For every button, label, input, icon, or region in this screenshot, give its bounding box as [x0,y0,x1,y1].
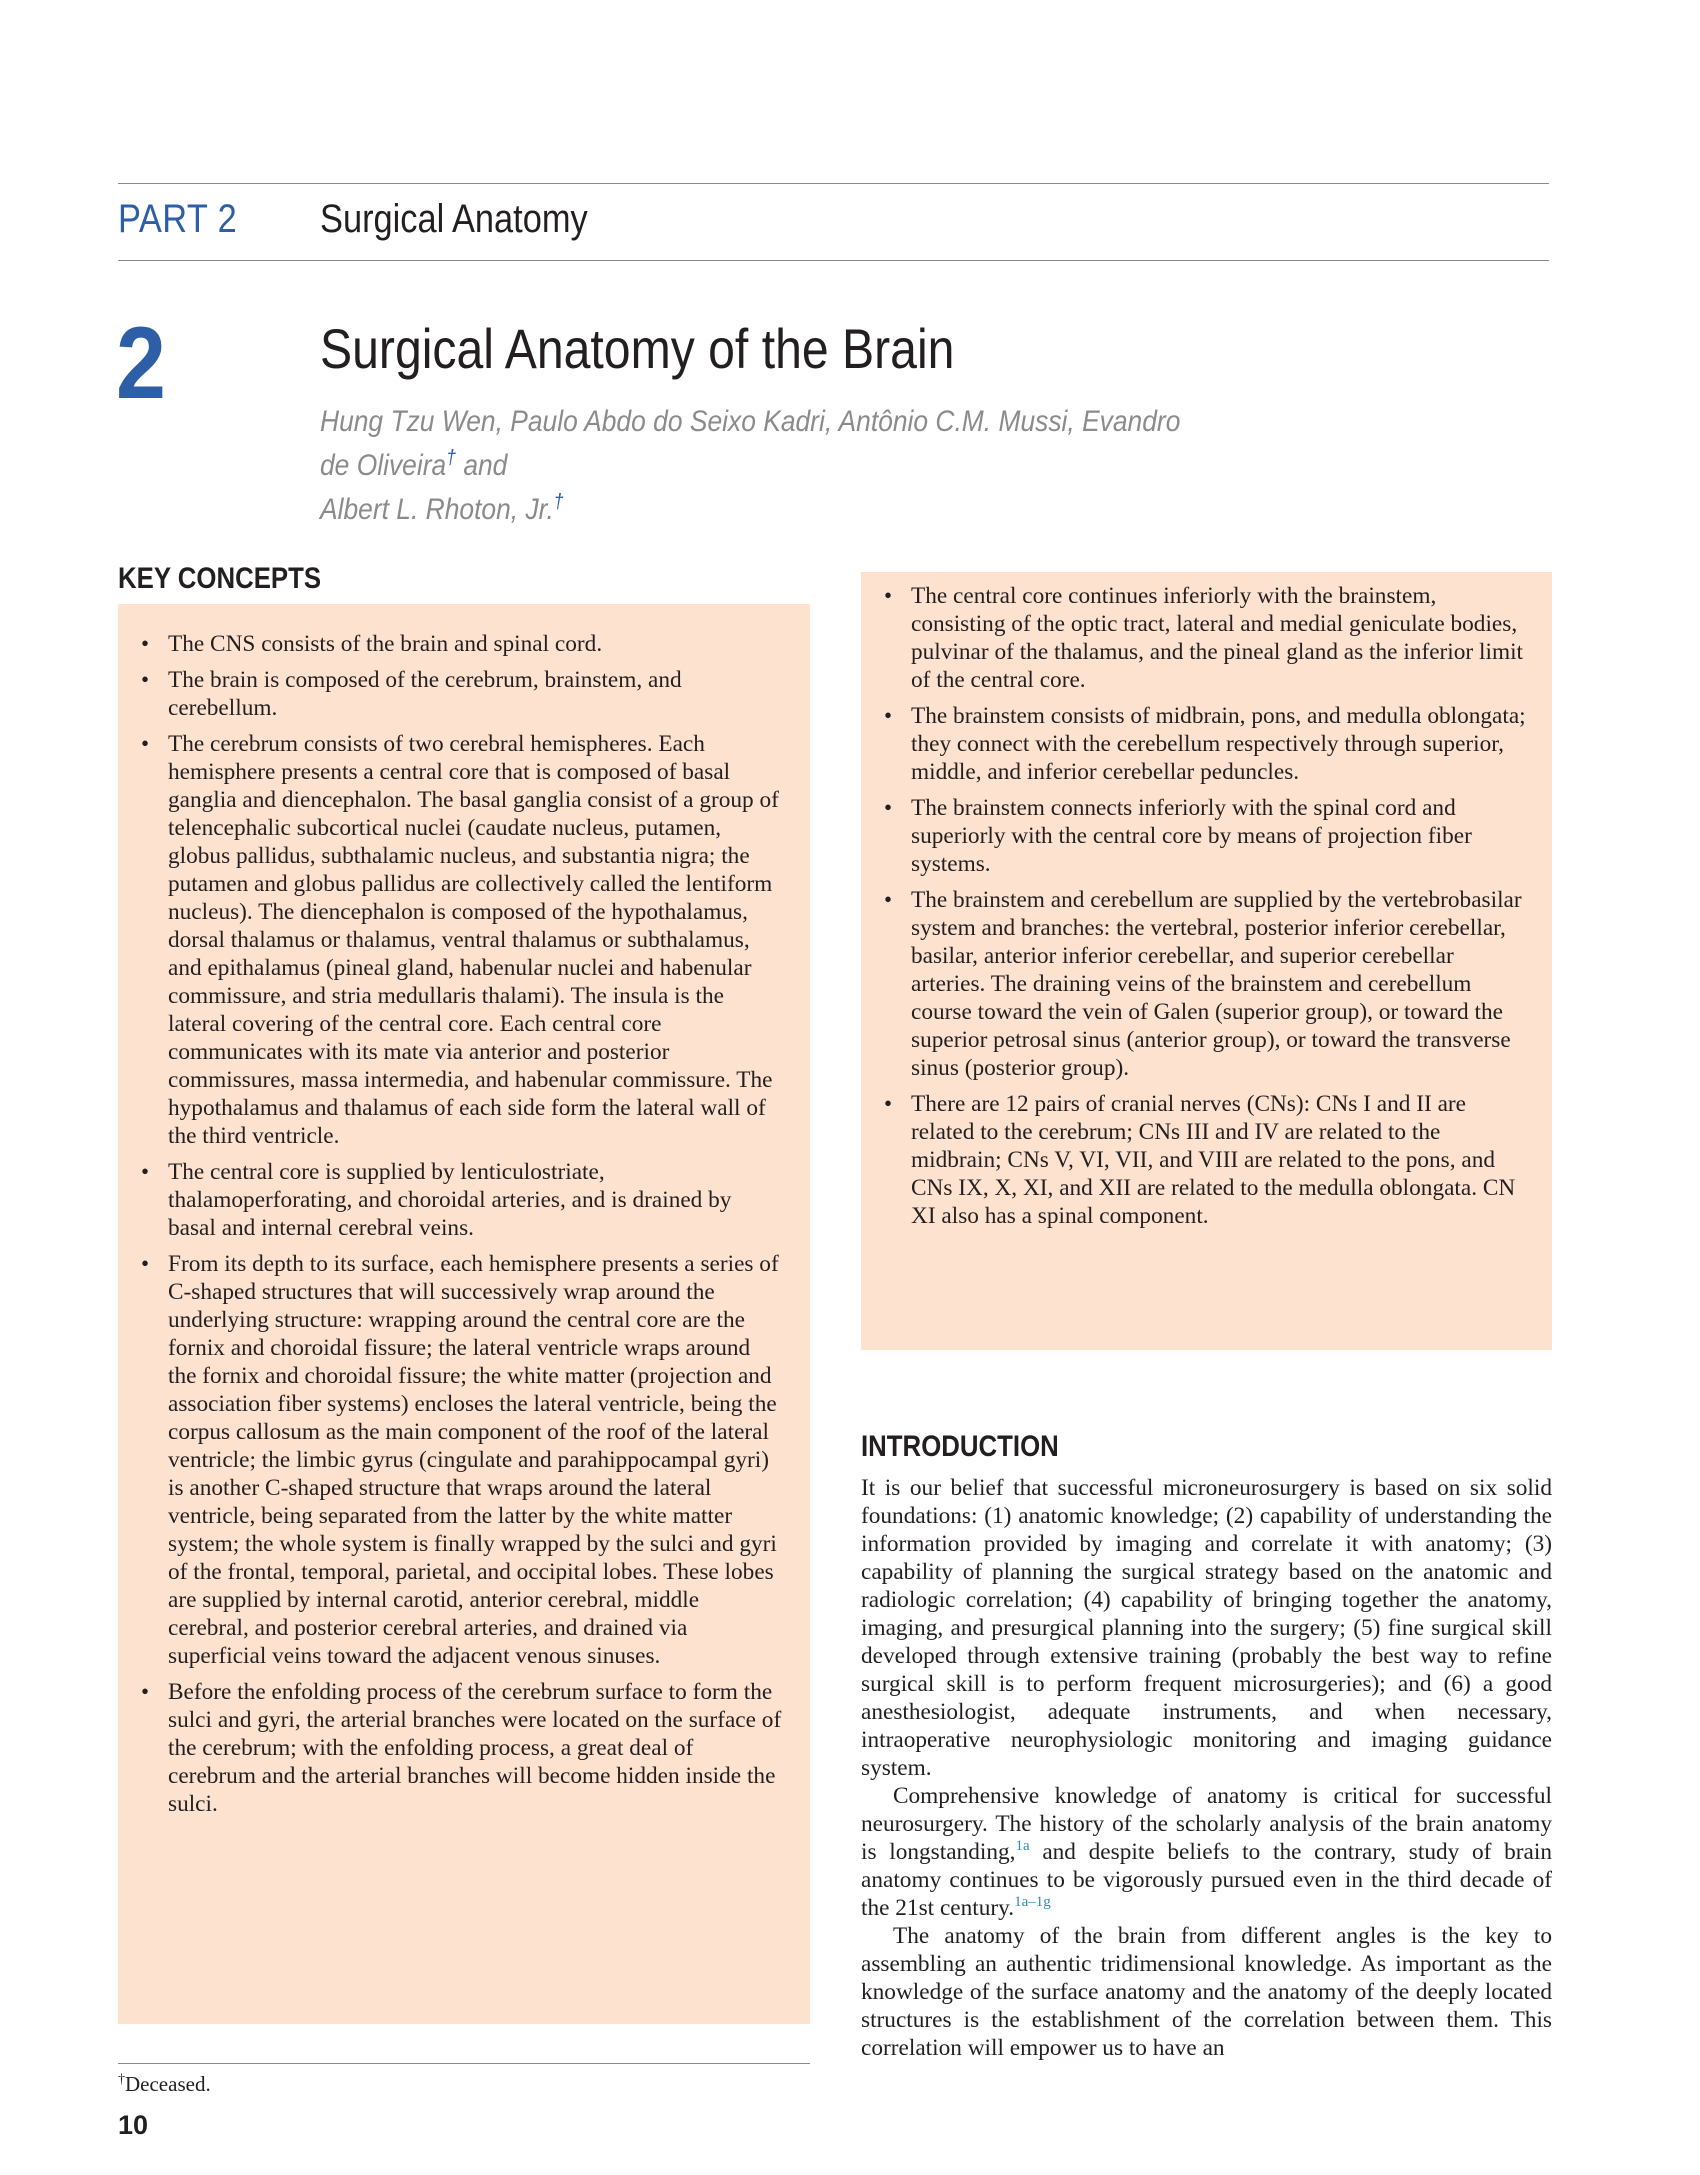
key-concept-item [118,666,784,722]
chapter-authors [320,403,1200,528]
key-concept-item [861,702,1526,786]
bullet-icon: • [141,1159,150,1184]
header-top-rule [118,183,1549,184]
key-concepts-list-right [861,582,1526,1230]
bullet-icon: • [884,703,893,728]
key-concept-text: The brain is composed of the cerebrum, brainstem, and cerebellum. [168,667,682,721]
dagger-mark: † [118,2072,125,2087]
key-concept-text: The central core continues inferiorly with the brainstem, consisting of the optic tract, lateral and medial geniculate bodies, pulvinar of the thalamus, and the pineal gland as the inferior limit of the central core. [911,583,1524,693]
key-concepts-list-left [118,630,784,1818]
key-concept-text: The brainstem and cerebellum are supplied by the vertebrobasilar system and branches: the vertebral, posterior inferior cerebellar, basilar, anterior inferior cerebellar, and superior cerebellar arteries. The draining veins of the brainstem and cerebellum course toward the vein of Galen (superior group), or toward the superior petrosal sinus (anterior group), or toward the transverse sinus (posterior group). [911,887,1522,1081]
key-concept-text: From its depth to its surface, each hemisphere presents a series of C-shaped structures that will successively wrap around the underlying structure: wrapping around the central core are the fornix and choroidal fissure; the lateral ventricle wraps around the fornix and choroidal fissure; the white matter (projection and association fiber systems) encloses the lateral ventricle, being the corpus callosum as the main component of the roof of the lateral ventricle; the limbic gyrus (cingulate and parahippocampal gyri) is another C-shaped structure that wraps around the lateral ventricle, being separated from the latter by the white matter system; the whole system is finally wrapped by the sulci and gyri of the frontal, temporal, parietal, and occipital lobes. These lobes are supplied by internal carotid, anterior cerebral, middle cerebral, and posterior cerebral arteries, and drained via superficial veins toward the adjacent venous sinuses. [168,1251,779,1669]
key-concept-text: The cerebrum consists of two cerebral hemispheres. Each hemisphere presents a central core that is composed of basal ganglia and diencephalon. The basal ganglia consist of a group of telencephalic subcortical nuclei (caudate nucleus, putamen, globus pallidus, subthalamic nucleus, and substantia nigra; the putamen and globus pallidus are collectively called the lentiform nucleus). The diencephalon is composed of the hypothalamus, dorsal thalamus or thalamus, ventral thalamus or subthalamus, and epithalamus (pineal gland, habenular nuclei and habenular commissure, and stria medullaris thalami). The insula is the lateral covering of the central core. Each central core communicates with its mate via anterior and posterior commissures, massa intermedia, and habenular commissure. The hypothalamus and thalamus of each side form the lateral wall of the third ventricle. [168,731,779,1149]
key-concept-item [118,1250,784,1670]
part-label: PART 2 [118,197,238,241]
chapter-number: 2 [116,306,166,420]
bullet-icon: • [141,731,150,756]
authors-and: and [455,449,508,482]
key-concept-text: There are 12 pairs of cranial nerves (CNs): CNs I and II are related to the cerebrum; CNs III and IV are related to the midbrain; CNs V, VI, VII, and VIII are related to the pons, and CNs IX, X, XI, and XII are related to the medulla oblongata. CN XI also has a spinal component. [911,1091,1516,1229]
key-concepts-heading: KEY CONCEPTS [118,562,322,595]
bullet-icon: • [141,1679,150,1704]
bullet-icon: • [141,1251,150,1276]
citation-ref[interactable]: 1a–1g [1014,1894,1051,1911]
key-concepts-box-right [861,572,1552,1350]
bullet-icon: • [884,1091,893,1116]
key-concept-text: The CNS consists of the brain and spinal cord. [168,631,603,657]
intro-paragraph-3: The anatomy of the brain from different angles is the key to assembling an authentic tridimensional knowledge. As important as the knowledge of the surface anatomy and the anatomy of the deeply located structures is the establishment of the correlation between them. This correlation will empower us to have an [861,1923,1552,2061]
key-concept-item [118,1158,784,1242]
key-concept-text: The brainstem connects inferiorly with the spinal cord and superiorly with the central core by means of projection fiber systems. [911,795,1472,877]
chapter-title: Surgical Anatomy of the Brain [320,317,955,380]
key-concept-item [861,1090,1526,1230]
intro-p2-text-a: Comprehensive knowledge of anatomy is critical for successful neurosurgery. The history of the scholarly analysis of the brain anatomy is longstanding, [861,1783,1552,1865]
dagger-mark: † [446,447,456,469]
page-number: 10 [118,2110,149,2140]
header-bottom-rule [118,260,1549,261]
intro-paragraph-2 [861,1782,1552,1922]
introduction-body [861,1474,1552,2062]
key-concept-item [861,886,1526,1082]
bullet-icon: • [141,631,150,656]
key-concept-item [861,582,1526,694]
key-concept-item [118,730,784,1150]
intro-paragraph-1: It is our belief that successful microneurosurgery is based on six solid foundations: (1) anatomic knowledge; (2) capability of understanding the information provided by imaging and correlate it with anatomy; (3) capability of planning the surgical strategy based on the anatomic and radiologic correlation; (4) capability of bringing together the anatomy, imaging, and presurgical planning into the surgery; (5) fine surgical skill developed through extensive training (probably the best way to refine surgical skill is to perform frequent microsurgeries); and (6) a good anesthesiologist, adequate instruments, and when necessary, intraoperative neurophysiologic monitoring and imaging guidance system. [861,1475,1552,1781]
key-concept-item [118,1678,784,1818]
key-concepts-box-left [118,604,810,2024]
bullet-icon: • [884,887,893,912]
bullet-icon: • [884,795,893,820]
authors-line-1: Hung Tzu Wen, Paulo Abdo do Seixo Kadri, Antônio C.M. Mussi, Evandro de Oliveira [320,405,1181,482]
intro-p2-text-b: and despite beliefs to the contrary, study of brain anatomy continues to be vigorously pursued even in the third decade of the 21st century. [861,1839,1552,1921]
citation-ref[interactable]: 1a [1015,1838,1030,1855]
dagger-mark: † [553,491,564,513]
authors-line-2: Albert L. Rhoton, Jr. [320,493,554,526]
footnote-text: Deceased. [125,2072,211,2096]
part-title: Surgical Anatomy [320,197,588,241]
key-concept-text: Before the enfolding process of the cerebrum surface to form the sulci and gyri, the arterial branches were located on the surface of the cerebrum; with the enfolding process, a great deal of cerebrum and the arterial branches will become hidden inside the sulci. [168,1679,782,1817]
key-concept-text: The brainstem consists of midbrain, pons, and medulla oblongata; they connect with the cerebellum respectively through superior, middle, and inferior cerebellar peduncles. [911,703,1526,785]
introduction-heading: INTRODUCTION [861,1430,1059,1463]
key-concept-item [118,630,784,658]
footnote-rule [118,2063,810,2064]
footnote [118,2072,211,2097]
key-concept-text: The central core is supplied by lenticulostriate, thalamoperforating, and choroidal arteries, and is drained by basal and internal cerebral veins. [168,1159,732,1241]
key-concept-item [861,794,1526,878]
bullet-icon: • [884,583,893,608]
bullet-icon: • [141,667,150,692]
